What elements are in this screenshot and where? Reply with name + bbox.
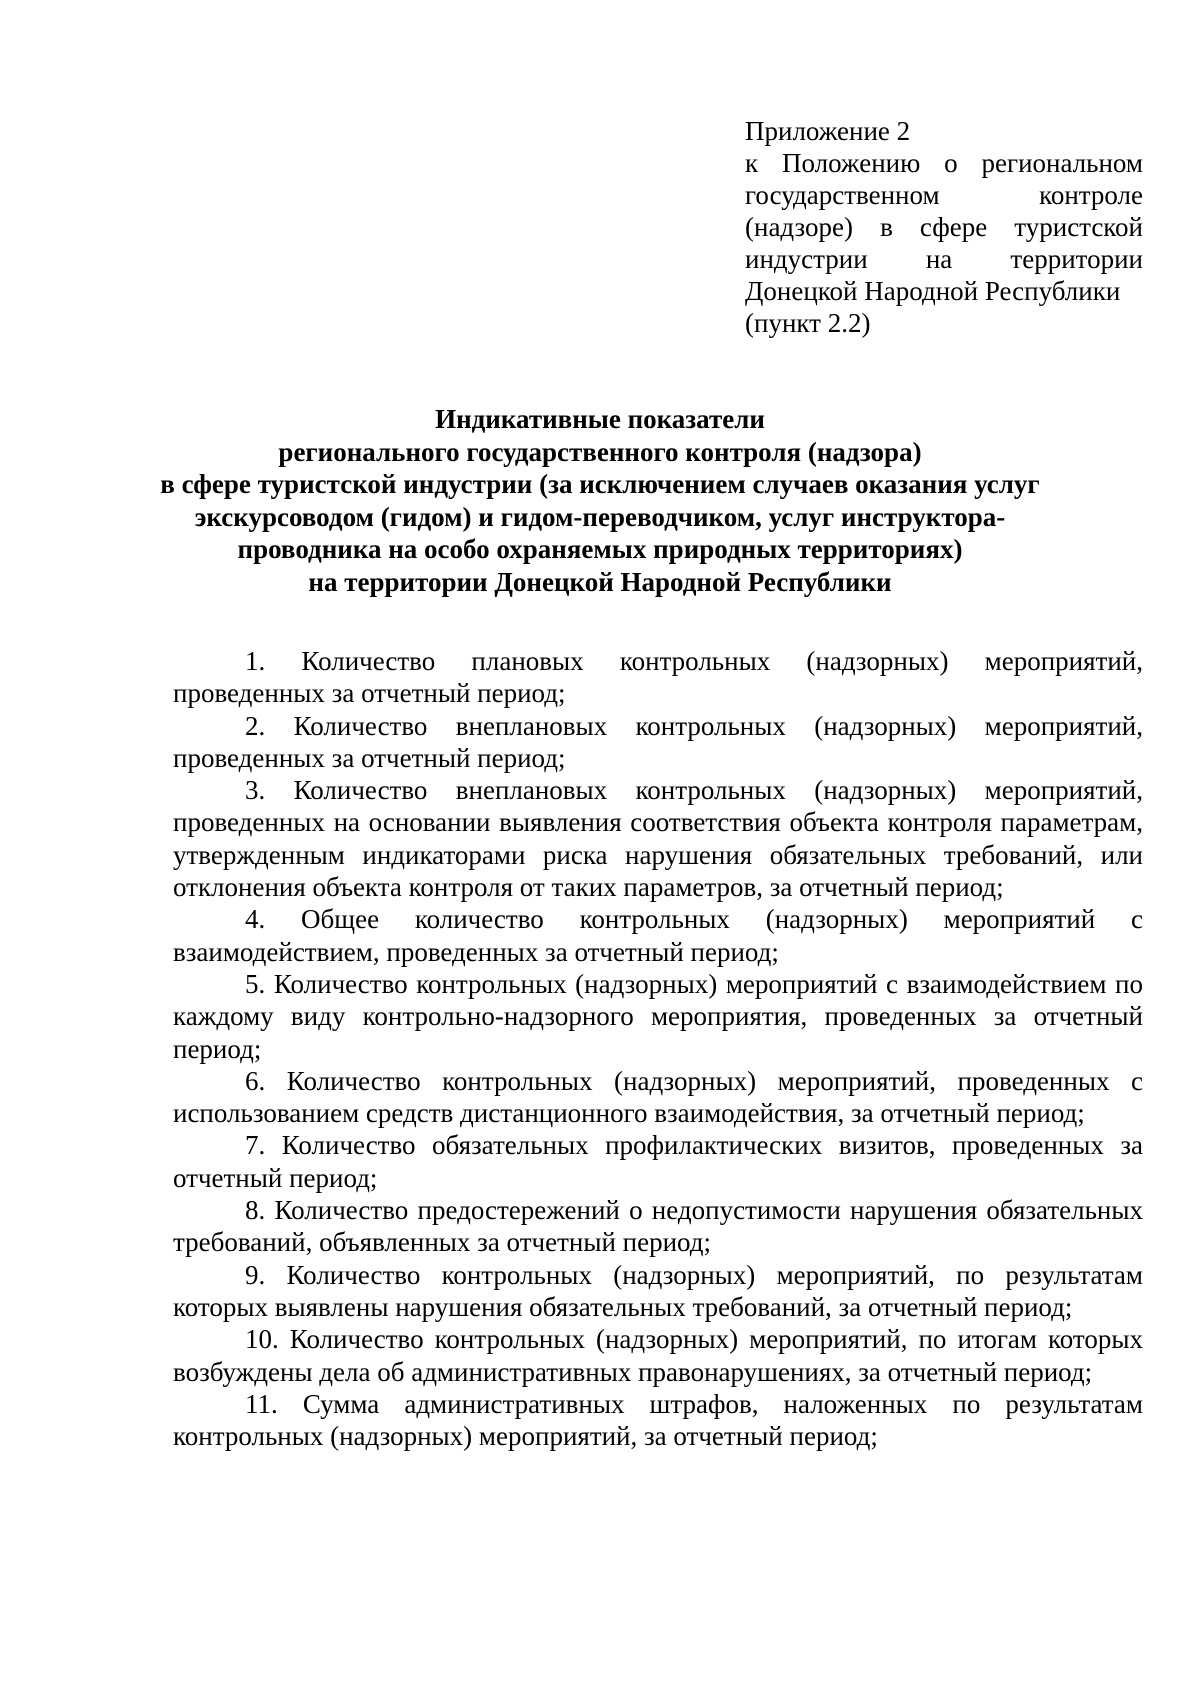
title-line: Индикативные показатели xyxy=(435,404,765,434)
appendix-line: Приложение 2 xyxy=(745,116,911,146)
appendix-line: (пункт 2.2) xyxy=(745,308,871,338)
list-item: 5. Количество контрольных (надзорных) мероприятий с взаимодействием по каждому виду контрольно-надзорного мероприятия, проведенных за отчетный период; xyxy=(173,968,1143,1064)
title-line: регионального государственного контроля (надзора) xyxy=(278,436,922,467)
appendix-line: к Положению о региональном xyxy=(745,148,1143,178)
appendix-line: государственном контроле xyxy=(745,180,1143,210)
document-title xyxy=(120,403,1080,598)
list-item: 2. Количество внеплановых контрольных (надзорных) мероприятий, проведенных за отчетный период; xyxy=(173,710,1143,773)
appendix-line: (надзоре) в сфере туристской xyxy=(745,212,1143,242)
list-item: 1. Количество плановых контрольных (надзорных) мероприятий, проведенных за отчетный период; xyxy=(173,646,1143,709)
title-line: в сфере туристской индустрии (за исключением случаев оказания услуг xyxy=(160,469,1040,499)
title-line: на территории Донецкой Народной Республики xyxy=(308,566,892,597)
list-item: 11. Сумма административных штрафов, наложенных по результатам контрольных (надзорных) мероприятий, за отчетный период; xyxy=(173,1388,1143,1452)
list-item: 10. Количество контрольных (надзорных) мероприятий, по итогам которых возбуждены дела об административных правонарушениях, за отчетный период; xyxy=(173,1324,1143,1387)
appendix-line: индустрии на территории xyxy=(745,244,1143,274)
indicator-list xyxy=(173,645,1143,1452)
appendix-header xyxy=(745,115,1143,339)
list-item: 6. Количество контрольных (надзорных) мероприятий, проведенных с использованием средств дистанционного взаимодействия, за отчетный период; xyxy=(173,1065,1143,1129)
list-item: 7. Количество обязательных профилактических визитов, проведенных за отчетный период; xyxy=(173,1130,1143,1193)
list-item: 3. Количество внеплановых контрольных (надзорных) мероприятий, проведенных на основании выявления соответствия объекта контроля параметрам, утвержденным индикаторами риска нарушения обязательных требований, или отклонения объекта контроля от таких параметров, за отчетный период; xyxy=(173,775,1143,903)
title-line: экскурсоводом (гидом) и гидом-переводчиком, услуг инструктора- xyxy=(194,501,1006,532)
appendix-line: Донецкой Народной Республики xyxy=(745,276,1121,306)
list-item: 4. Общее количество контрольных (надзорных) мероприятий с взаимодействием, проведенных за отчетный период; xyxy=(173,904,1143,967)
list-item: 8. Количество предостережений о недопустимости нарушения обязательных требований, объявленных за отчетный период; xyxy=(173,1195,1143,1258)
list-item: 9. Количество контрольных (надзорных) мероприятий, по результатам которых выявлены нарушения обязательных требований, за отчетный период; xyxy=(173,1259,1143,1322)
title-line: проводника на особо охраняемых природных территориях) xyxy=(237,534,963,564)
